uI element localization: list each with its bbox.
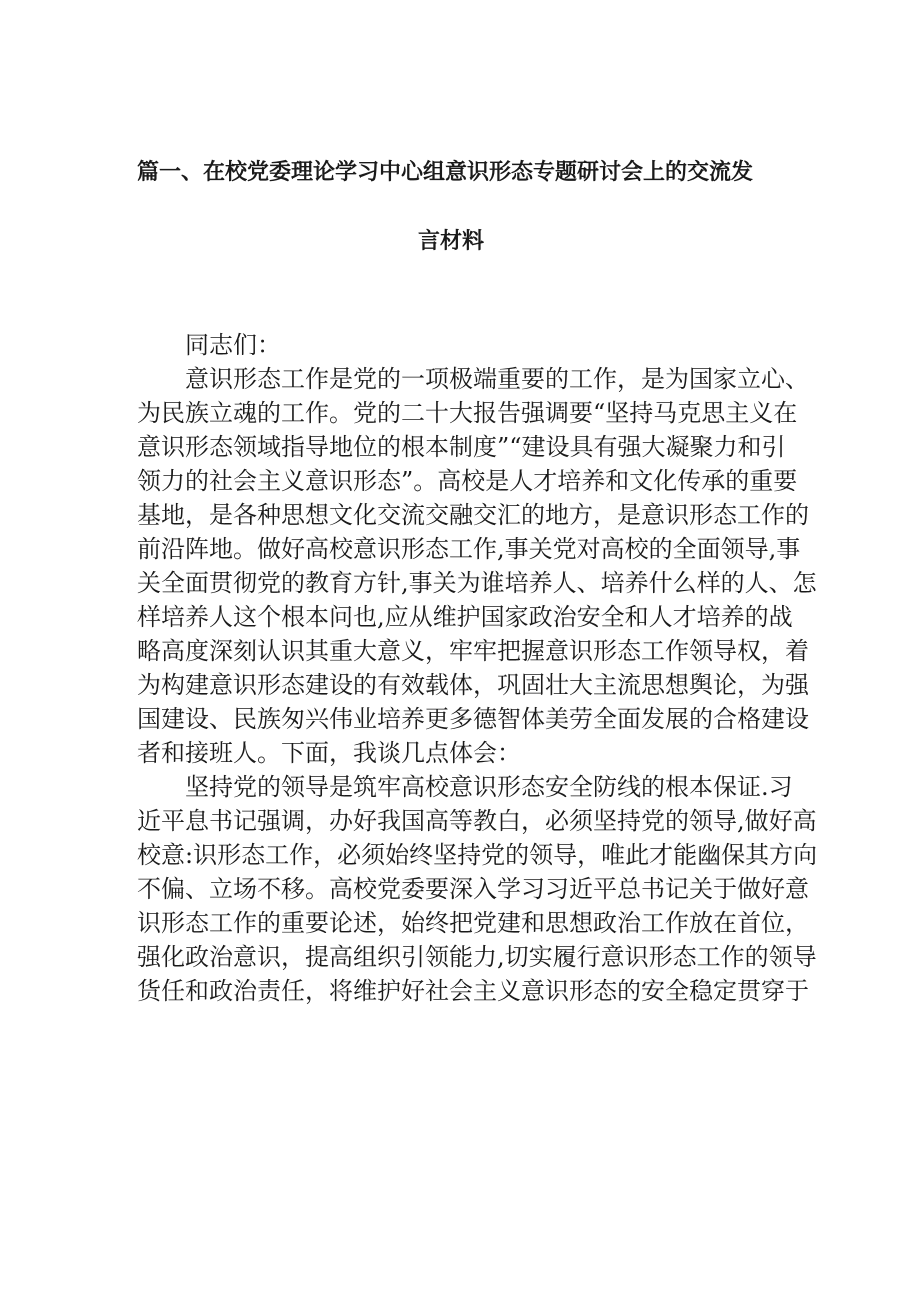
- paragraph-line: 者和接班人。下面，我谈几点体会：: [137, 739, 521, 767]
- paragraph-line: 坚持党的领导是筑牢高校意识形态安全防线的根本保证.习: [185, 773, 793, 801]
- paragraph-line: 国建设、民族匆兴伟业培养更多德智体美劳全面发展的合格建设: [137, 705, 809, 733]
- document-title-line-1: 篇一、在校党委理论学习中心组意识形态专题研讨会上的交流发: [137, 160, 754, 185]
- paragraph-line: 近平息书记强调，办好我国高等教白，必须坚持党的领导,做好高: [137, 807, 817, 835]
- paragraph-line: 意识形态工作是党的一项极端重要的工作，是为国家立心、: [185, 365, 809, 393]
- paragraph-line: 略高度深刻认识其重大意义，牢牢把握意识形态工作领导权，着: [137, 637, 809, 665]
- paragraph-line: 强化政治意识，提高组织引领能力,切实履行意识形态工作的领导: [137, 943, 817, 971]
- paragraph-line: 为民族立魂的工作。党的二十大报告强调要“坚持马克思主义在: [137, 399, 798, 427]
- paragraph-line: 不偏、立场不移。高校党委要深入学习习近平总书记关于做好意: [137, 875, 809, 903]
- paragraph-line: 领力的社会主义意识形态”。高校是人才培养和文化传承的重要: [137, 467, 798, 495]
- salutation: 同志们：: [185, 331, 281, 359]
- document-title-line-2: 言材料: [418, 229, 485, 254]
- paragraph-line: 基地，是各种思想文化交流交融交汇的地方，是意识形态工作的: [137, 501, 809, 529]
- paragraph-line: 货任和政治责任，将维护好社会主义意识形态的安全稳定贯穿于: [137, 977, 809, 1005]
- paragraph-line: 校意:识形态工作，必须始终坚持党的领导，唯此才能幽保其方向: [137, 841, 818, 869]
- paragraph-line: 前沿阵地。做好高校意识形态工作,事关党对高校的全面领导,事: [137, 535, 801, 563]
- paragraph-line: 关全面贯彻党的教育方针,事关为谁培养人、培养什么样的人、怎: [137, 569, 817, 597]
- paragraph-1: [137, 362, 817, 770]
- paragraph-line: 识形态工作的重要论述，始终把党建和思想政治工作放在首位，: [137, 909, 809, 937]
- paragraph-2: [137, 770, 818, 1008]
- paragraph-line: 为构建意识形态建设的有效载体，巩固壮大主流思想舆论，为强: [137, 671, 809, 699]
- document-body: [137, 328, 818, 1008]
- paragraph-line: 意识形态领域指导地位的根本制度”“建设具有强大凝聚力和引: [137, 433, 786, 461]
- paragraph-line: 样培养人这个根本问也,应从维护国家政治安全和人才培养的战: [137, 603, 793, 631]
